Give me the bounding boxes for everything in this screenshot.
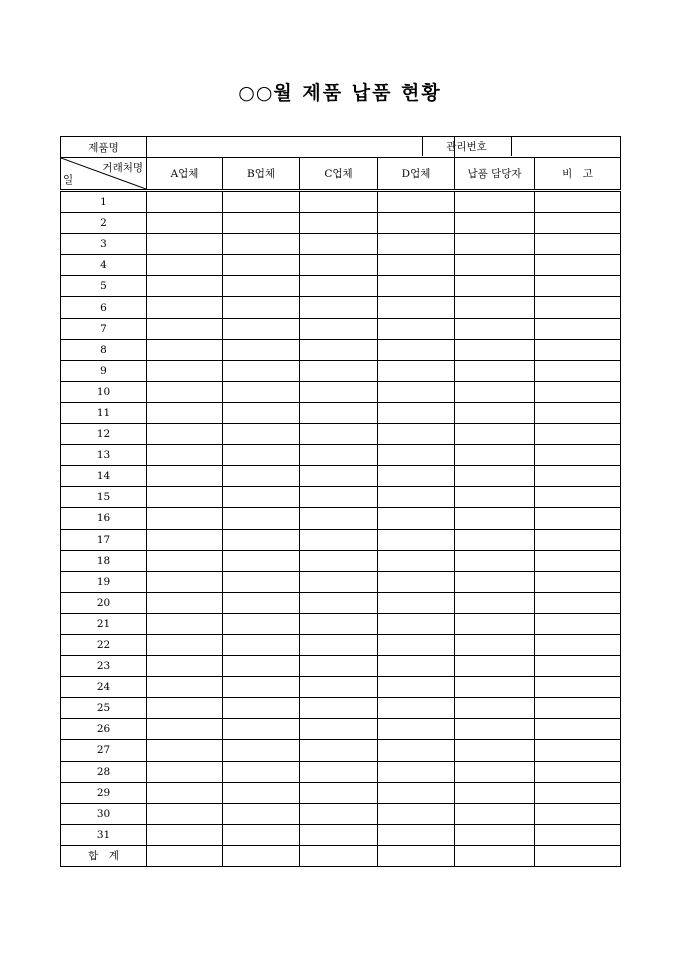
entry-cell[interactable] [378, 487, 455, 508]
entry-cell[interactable] [223, 550, 300, 571]
entry-cell[interactable] [455, 529, 535, 550]
entry-cell[interactable] [535, 318, 621, 339]
table-row [61, 297, 621, 318]
entry-cell[interactable] [300, 824, 378, 845]
table-row [61, 487, 621, 508]
day-number: 6 [61, 297, 147, 318]
entry-cell[interactable] [223, 424, 300, 445]
entry-cell[interactable] [455, 487, 535, 508]
entry-cell[interactable] [378, 360, 455, 381]
entry-cell[interactable] [300, 740, 378, 761]
entry-cell[interactable] [378, 550, 455, 571]
col-header-a: A업체 [147, 158, 223, 191]
day-number: 13 [61, 445, 147, 466]
entry-cell[interactable] [535, 487, 621, 508]
day-number: 23 [61, 656, 147, 677]
day-rows [61, 191, 621, 846]
entry-cell[interactable] [300, 402, 378, 423]
entry-cell[interactable] [535, 466, 621, 487]
table-row [61, 824, 621, 845]
total-cell[interactable] [455, 845, 535, 866]
table-row [61, 719, 621, 740]
entry-cell[interactable] [378, 782, 455, 803]
entry-cell[interactable] [300, 191, 378, 213]
delivery-table [60, 136, 621, 867]
entry-cell[interactable] [300, 297, 378, 318]
table-row [61, 339, 621, 360]
entry-cell[interactable] [455, 761, 535, 782]
entry-cell[interactable] [535, 803, 621, 824]
table-row [61, 803, 621, 824]
entry-cell[interactable] [147, 381, 223, 402]
col-header-b: B업체 [223, 158, 300, 191]
title-prefix: ○○ [238, 82, 274, 104]
entry-cell[interactable] [535, 360, 621, 381]
table-row [61, 234, 621, 255]
entry-cell[interactable] [378, 255, 455, 276]
entry-cell[interactable] [300, 381, 378, 402]
entry-cell[interactable] [223, 213, 300, 234]
entry-cell[interactable] [535, 634, 621, 655]
entry-cell[interactable] [455, 613, 535, 634]
day-number: 17 [61, 529, 147, 550]
entry-cell[interactable] [535, 571, 621, 592]
entry-cell[interactable] [147, 276, 223, 297]
table-row [61, 276, 621, 297]
entry-cell[interactable] [147, 234, 223, 255]
day-number: 7 [61, 318, 147, 339]
entry-cell[interactable] [223, 255, 300, 276]
entry-cell[interactable] [535, 550, 621, 571]
entry-cell[interactable] [535, 381, 621, 402]
day-number: 3 [61, 234, 147, 255]
table-row [61, 360, 621, 381]
entry-cell[interactable] [535, 677, 621, 698]
col-header-remarks: 비 고 [535, 158, 621, 191]
table-row [61, 445, 621, 466]
entry-cell[interactable] [455, 276, 535, 297]
day-number: 29 [61, 782, 147, 803]
entry-cell[interactable] [535, 339, 621, 360]
entry-cell[interactable] [147, 466, 223, 487]
entry-cell[interactable] [147, 445, 223, 466]
total-cell[interactable] [378, 845, 455, 866]
entry-cell[interactable] [147, 782, 223, 803]
entry-cell[interactable] [223, 677, 300, 698]
entry-cell[interactable] [300, 360, 378, 381]
entry-cell[interactable] [455, 634, 535, 655]
day-number: 1 [61, 191, 147, 213]
table-row [61, 508, 621, 529]
entry-cell[interactable] [455, 592, 535, 613]
day-number: 8 [61, 339, 147, 360]
table-row [61, 571, 621, 592]
day-number: 2 [61, 213, 147, 234]
col-header-c: C업체 [300, 158, 378, 191]
entry-cell[interactable] [147, 318, 223, 339]
entry-cell[interactable] [455, 824, 535, 845]
day-number: 20 [61, 592, 147, 613]
entry-cell[interactable] [378, 276, 455, 297]
table-row [61, 677, 621, 698]
entry-cell[interactable] [147, 191, 223, 213]
total-cell[interactable] [300, 845, 378, 866]
entry-cell[interactable] [535, 656, 621, 677]
entry-cell[interactable] [535, 276, 621, 297]
entry-cell[interactable] [455, 782, 535, 803]
entry-cell[interactable] [147, 424, 223, 445]
day-number: 22 [61, 634, 147, 655]
entry-cell[interactable] [223, 719, 300, 740]
entry-cell[interactable] [455, 213, 535, 234]
entry-cell[interactable] [223, 339, 300, 360]
table-row [61, 213, 621, 234]
entry-cell[interactable] [300, 761, 378, 782]
entry-cell[interactable] [535, 191, 621, 213]
entry-cell[interactable] [535, 719, 621, 740]
entry-cell[interactable] [300, 613, 378, 634]
entry-cell[interactable] [223, 360, 300, 381]
total-label: 합 계 [61, 845, 147, 866]
day-number: 18 [61, 550, 147, 571]
entry-cell[interactable] [147, 698, 223, 719]
entry-cell[interactable] [147, 529, 223, 550]
table-row [61, 761, 621, 782]
entry-cell[interactable] [300, 234, 378, 255]
diagonal-header-cell [61, 158, 147, 191]
entry-cell[interactable] [223, 466, 300, 487]
entry-cell[interactable] [455, 191, 535, 213]
entry-cell[interactable] [147, 339, 223, 360]
page-title [0, 78, 680, 105]
entry-cell[interactable] [147, 402, 223, 423]
entry-cell[interactable] [455, 445, 535, 466]
entry-cell[interactable] [535, 592, 621, 613]
entry-cell[interactable] [378, 318, 455, 339]
table-row [61, 613, 621, 634]
table-row [61, 550, 621, 571]
entry-cell[interactable] [147, 360, 223, 381]
entry-cell[interactable] [223, 381, 300, 402]
entry-cell[interactable] [223, 487, 300, 508]
entry-cell[interactable] [378, 466, 455, 487]
entry-cell[interactable] [300, 550, 378, 571]
entry-cell[interactable] [223, 698, 300, 719]
day-number: 12 [61, 424, 147, 445]
day-number: 26 [61, 719, 147, 740]
mgmt-number-label [422, 136, 512, 156]
entry-cell[interactable] [378, 191, 455, 213]
entry-cell[interactable] [455, 740, 535, 761]
day-number: 30 [61, 803, 147, 824]
entry-cell[interactable] [300, 571, 378, 592]
entry-cell[interactable] [223, 508, 300, 529]
entry-cell[interactable] [455, 255, 535, 276]
entry-cell[interactable] [300, 803, 378, 824]
entry-cell[interactable] [378, 297, 455, 318]
table-row [61, 634, 621, 655]
entry-cell[interactable] [455, 508, 535, 529]
entry-cell[interactable] [223, 445, 300, 466]
entry-cell[interactable] [223, 529, 300, 550]
entry-cell[interactable] [378, 402, 455, 423]
day-number: 31 [61, 824, 147, 845]
entry-cell[interactable] [455, 339, 535, 360]
diag-label-partner: 거래처명 [102, 162, 143, 174]
entry-cell[interactable] [535, 424, 621, 445]
entry-cell[interactable] [223, 761, 300, 782]
table-row [61, 381, 621, 402]
entry-cell[interactable] [223, 782, 300, 803]
entry-cell[interactable] [455, 677, 535, 698]
table-row [61, 592, 621, 613]
table-row [61, 740, 621, 761]
col-header-d: D업체 [378, 158, 455, 191]
entry-cell[interactable] [535, 234, 621, 255]
entry-cell[interactable] [378, 803, 455, 824]
entry-cell[interactable] [455, 318, 535, 339]
entry-cell[interactable] [223, 571, 300, 592]
day-number: 4 [61, 255, 147, 276]
entry-cell[interactable] [147, 592, 223, 613]
day-number: 24 [61, 677, 147, 698]
entry-cell[interactable] [223, 276, 300, 297]
diag-label-day: 일 [63, 174, 74, 186]
entry-cell[interactable] [455, 360, 535, 381]
entry-cell[interactable] [455, 234, 535, 255]
entry-cell[interactable] [147, 613, 223, 634]
table-row [61, 698, 621, 719]
entry-cell[interactable] [147, 677, 223, 698]
entry-cell[interactable] [223, 740, 300, 761]
entry-cell[interactable] [300, 276, 378, 297]
entry-cell[interactable] [147, 656, 223, 677]
entry-cell[interactable] [535, 255, 621, 276]
table-row [61, 318, 621, 339]
entry-cell[interactable] [300, 529, 378, 550]
entry-cell[interactable] [378, 339, 455, 360]
table-row [61, 466, 621, 487]
entry-cell[interactable] [147, 508, 223, 529]
entry-cell[interactable] [455, 550, 535, 571]
entry-cell[interactable] [223, 318, 300, 339]
entry-cell[interactable] [223, 191, 300, 213]
entry-cell[interactable] [378, 740, 455, 761]
table-row [61, 782, 621, 803]
entry-cell[interactable] [147, 550, 223, 571]
entry-cell[interactable] [223, 592, 300, 613]
day-number: 14 [61, 466, 147, 487]
entry-cell[interactable] [535, 782, 621, 803]
entry-cell[interactable] [535, 761, 621, 782]
entry-cell[interactable] [147, 297, 223, 318]
entry-cell[interactable] [455, 424, 535, 445]
total-cell[interactable] [535, 845, 621, 866]
info-row [61, 137, 621, 158]
entry-cell[interactable] [147, 803, 223, 824]
mgmt-number-label-text: 관리번호 [446, 140, 487, 153]
entry-cell[interactable] [455, 803, 535, 824]
entry-cell[interactable] [535, 297, 621, 318]
day-number: 11 [61, 402, 147, 423]
entry-cell[interactable] [535, 213, 621, 234]
day-number: 28 [61, 761, 147, 782]
entry-cell[interactable] [223, 803, 300, 824]
entry-cell[interactable] [300, 445, 378, 466]
entry-cell[interactable] [300, 466, 378, 487]
entry-cell[interactable] [378, 213, 455, 234]
entry-cell[interactable] [378, 698, 455, 719]
table-row [61, 255, 621, 276]
entry-cell[interactable] [223, 297, 300, 318]
entry-cell[interactable] [147, 213, 223, 234]
entry-cell[interactable] [378, 234, 455, 255]
day-number: 9 [61, 360, 147, 381]
entry-cell[interactable] [378, 677, 455, 698]
entry-cell[interactable] [147, 571, 223, 592]
entry-cell[interactable] [223, 656, 300, 677]
entry-cell[interactable] [147, 487, 223, 508]
entry-cell[interactable] [378, 445, 455, 466]
table-row [61, 402, 621, 423]
title-text: 월 제품 납품 현황 [273, 82, 442, 104]
day-number: 25 [61, 698, 147, 719]
entry-cell[interactable] [300, 782, 378, 803]
entry-cell[interactable] [378, 529, 455, 550]
entry-cell[interactable] [147, 719, 223, 740]
entry-cell[interactable] [535, 402, 621, 423]
entry-cell[interactable] [455, 466, 535, 487]
entry-cell[interactable] [455, 571, 535, 592]
entry-cell[interactable] [378, 592, 455, 613]
product-name-label: 제품명 [61, 137, 147, 158]
entry-cell[interactable] [535, 529, 621, 550]
entry-cell[interactable] [147, 761, 223, 782]
entry-cell[interactable] [378, 508, 455, 529]
entry-cell[interactable] [535, 445, 621, 466]
day-number: 15 [61, 487, 147, 508]
total-cell[interactable] [223, 845, 300, 866]
entry-cell[interactable] [300, 656, 378, 677]
entry-cell[interactable] [455, 297, 535, 318]
entry-cell[interactable] [223, 824, 300, 845]
entry-cell[interactable] [300, 592, 378, 613]
entry-cell[interactable] [147, 634, 223, 655]
table-row [61, 191, 621, 213]
entry-cell[interactable] [223, 634, 300, 655]
entry-cell[interactable] [455, 402, 535, 423]
day-number: 16 [61, 508, 147, 529]
entry-cell[interactable] [535, 824, 621, 845]
entry-cell[interactable] [300, 213, 378, 234]
entry-cell[interactable] [535, 613, 621, 634]
entry-cell[interactable] [455, 656, 535, 677]
total-cell[interactable] [147, 845, 223, 866]
entry-cell[interactable] [378, 571, 455, 592]
entry-cell[interactable] [223, 402, 300, 423]
day-number: 21 [61, 613, 147, 634]
day-number: 19 [61, 571, 147, 592]
entry-cell[interactable] [378, 719, 455, 740]
entry-cell[interactable] [300, 698, 378, 719]
col-header-manager: 납품 담당자 [455, 158, 535, 191]
entry-cell[interactable] [378, 761, 455, 782]
entry-cell[interactable] [535, 508, 621, 529]
entry-cell[interactable] [378, 381, 455, 402]
day-number: 5 [61, 276, 147, 297]
table-row [61, 656, 621, 677]
entry-cell[interactable] [300, 339, 378, 360]
entry-cell[interactable] [223, 613, 300, 634]
entry-cell[interactable] [535, 698, 621, 719]
product-name-field[interactable] [147, 137, 378, 158]
entry-cell[interactable] [378, 424, 455, 445]
entry-cell[interactable] [378, 824, 455, 845]
entry-cell[interactable] [455, 381, 535, 402]
entry-cell[interactable] [300, 424, 378, 445]
entry-cell[interactable] [300, 487, 378, 508]
total-row [61, 845, 621, 866]
entry-cell[interactable] [300, 634, 378, 655]
entry-cell[interactable] [300, 508, 378, 529]
table-row [61, 424, 621, 445]
entry-cell[interactable] [455, 698, 535, 719]
mgmt-cell [378, 137, 487, 158]
entry-cell[interactable] [147, 740, 223, 761]
entry-cell[interactable] [300, 677, 378, 698]
entry-cell[interactable] [147, 824, 223, 845]
entry-cell[interactable] [378, 634, 455, 655]
entry-cell[interactable] [300, 318, 378, 339]
entry-cell[interactable] [300, 719, 378, 740]
day-number: 27 [61, 740, 147, 761]
entry-cell[interactable] [223, 234, 300, 255]
entry-cell[interactable] [455, 719, 535, 740]
entry-cell[interactable] [378, 656, 455, 677]
entry-cell[interactable] [378, 613, 455, 634]
entry-cell[interactable] [300, 255, 378, 276]
entry-cell[interactable] [147, 255, 223, 276]
entry-cell[interactable] [535, 740, 621, 761]
day-number: 10 [61, 381, 147, 402]
table-row [61, 529, 621, 550]
header-row [61, 158, 621, 191]
